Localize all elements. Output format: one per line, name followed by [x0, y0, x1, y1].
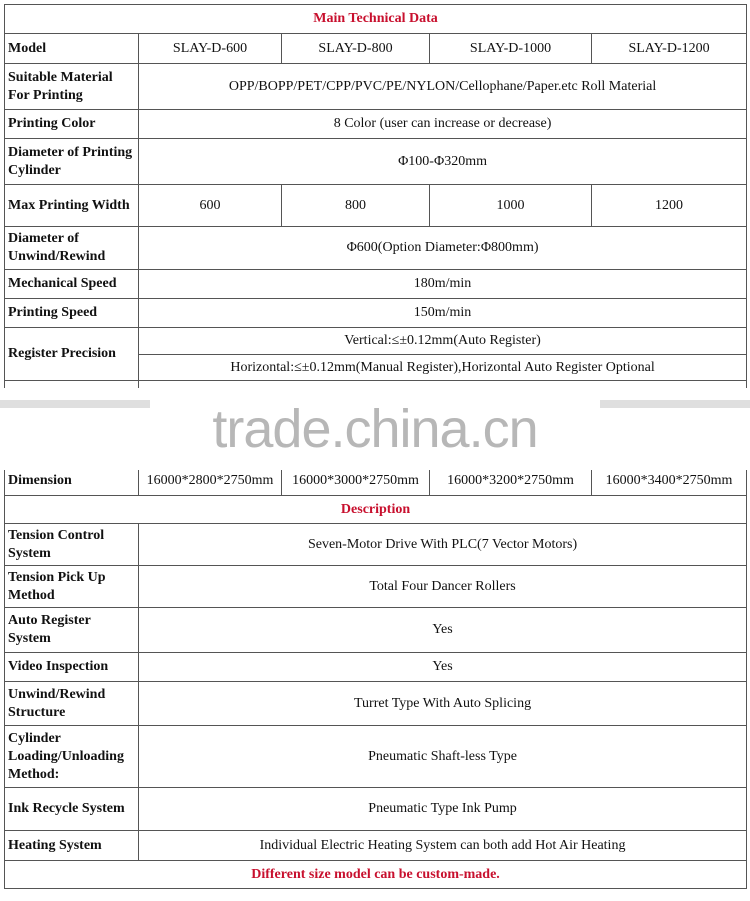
dimension-1000: 16000*3200*2750mm — [430, 467, 592, 496]
width-600: 600 — [139, 185, 282, 227]
mech-speed-label: Mechanical Speed — [5, 270, 139, 299]
model-label: Model — [5, 34, 139, 64]
desc-value-video-inspection: Yes — [139, 653, 747, 682]
print-speed-value: 150m/min — [139, 299, 747, 328]
desc-value-auto-register: Yes — [139, 608, 747, 653]
desc-value-unwind-structure: Turret Type With Auto Splicing — [139, 682, 747, 726]
model-800: SLAY-D-800 — [282, 34, 430, 64]
desc-value-cylinder-loading: Pneumatic Shaft-less Type — [139, 726, 747, 788]
dimension-800: 16000*3000*2750mm — [282, 467, 430, 496]
desc-value-heating: Individual Electric Heating System can both add Hot Air Heating — [139, 831, 747, 861]
desc-value-tension-control: Seven-Motor Drive With PLC(7 Vector Motors) — [139, 524, 747, 566]
desc-label-tension-pickup: Tension Pick Up Method — [5, 566, 139, 608]
watermark-smudge-left — [0, 400, 150, 408]
desc-label-ink-recycle: Ink Recycle System — [5, 788, 139, 831]
width-label: Max Printing Width — [5, 185, 139, 227]
dimension-1200: 16000*3400*2750mm — [592, 467, 747, 496]
desc-label-cylinder-loading: Cylinder Loading/Unloading Method: — [5, 726, 139, 788]
model-1200: SLAY-D-1200 — [592, 34, 747, 64]
width-1200: 1200 — [592, 185, 747, 227]
register-horizontal: Horizontal:≤±0.12mm(Manual Register),Horizontal Auto Register Optional — [139, 355, 747, 381]
color-value: 8 Color (user can increase or decrease) — [139, 110, 747, 139]
desc-label-tension-control: Tension Control System — [5, 524, 139, 566]
unwind-label: Diameter of Unwind/Rewind — [5, 227, 139, 270]
width-800: 800 — [282, 185, 430, 227]
print-speed-label: Printing Speed — [5, 299, 139, 328]
color-label: Printing Color — [5, 110, 139, 139]
custom-made-footer: Different size model can be custom-made. — [5, 861, 747, 889]
watermark-smudge-right — [600, 400, 750, 408]
width-1000: 1000 — [430, 185, 592, 227]
model-1000: SLAY-D-1000 — [430, 34, 592, 64]
register-label: Register Precision — [5, 328, 139, 381]
dimension-label: Dimension — [5, 467, 139, 496]
register-vertical: Vertical:≤±0.12mm(Auto Register) — [139, 328, 747, 355]
cylinder-value: Φ100-Φ320mm — [139, 139, 747, 185]
desc-label-heating: Heating System — [5, 831, 139, 861]
material-label: Suitable Material For Printing — [5, 64, 139, 110]
mech-speed-value: 180m/min — [139, 270, 747, 299]
description-title: Description — [5, 496, 747, 524]
unwind-value: Φ600(Option Diameter:Φ800mm) — [139, 227, 747, 270]
main-title: Main Technical Data — [5, 5, 747, 34]
dimension-600: 16000*2800*2750mm — [139, 467, 282, 496]
desc-label-auto-register: Auto Register System — [5, 608, 139, 653]
desc-value-tension-pickup: Total Four Dancer Rollers — [139, 566, 747, 608]
material-value: OPP/BOPP/PET/CPP/PVC/PE/NYLON/Cellophane/Paper.etc Roll Material — [139, 64, 747, 110]
desc-label-video-inspection: Video Inspection — [5, 653, 139, 682]
watermark-text: trade.china.cn — [212, 399, 538, 459]
cylinder-label: Diameter of Printing Cylinder — [5, 139, 139, 185]
desc-label-unwind-structure: Unwind/Rewind Structure — [5, 682, 139, 726]
desc-value-ink-recycle: Pneumatic Type Ink Pump — [139, 788, 747, 831]
model-600: SLAY-D-600 — [139, 34, 282, 64]
